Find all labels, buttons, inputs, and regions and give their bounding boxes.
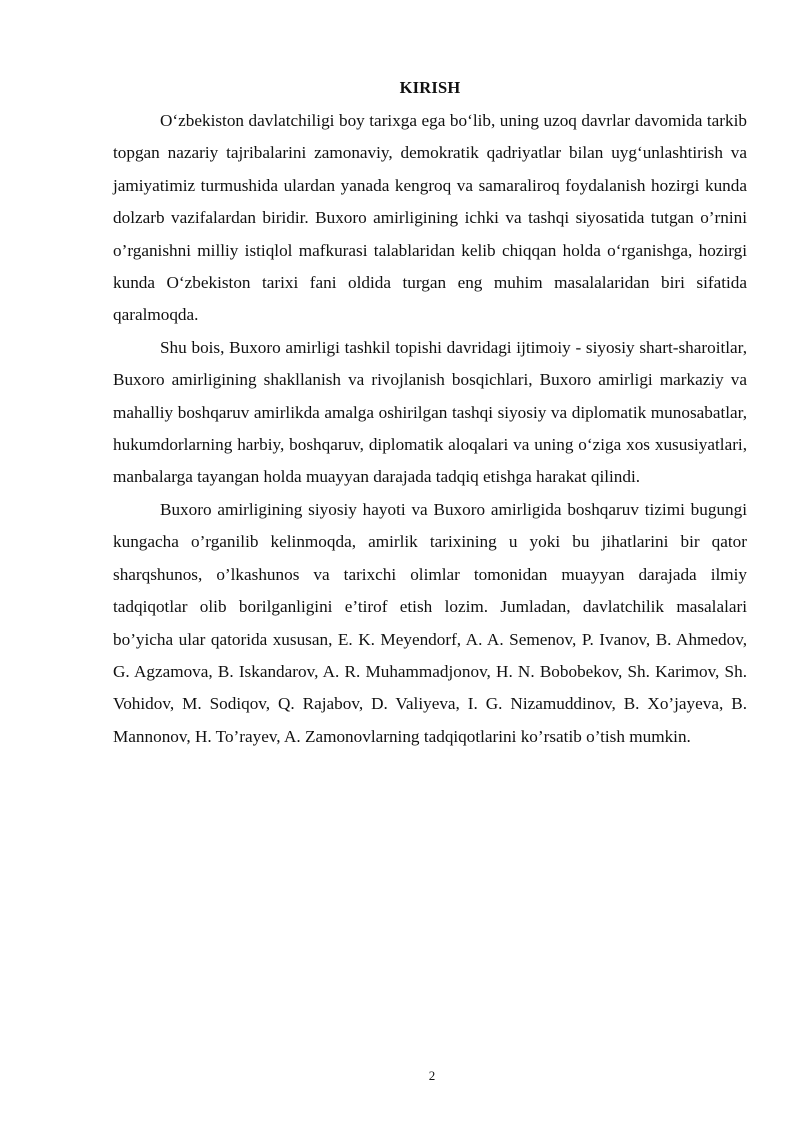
page-number: 2	[428, 1068, 436, 1083]
paragraph-3: Buxoro amirligining siyosiy hayoti va Buxoro amirligida boshqaruv tizimi bugungi kungacha o’rganilib kelinmoqda, amirlik tarixining u yoki bu jihatlarini bir qator sharqshunos, o’lkashunos va tarixchi olimlar tomonidan muayyan darajada ilmiy tadqiqotlar olib borilganligini e’tirof etish lozim. Jumladan, davlatchilik masalalari bo’yicha ular qatorida xususan, E. K. Meyendorf, A. A. Semenov, P. Ivanov, B. Ahmedov, G. Agzamova, B. Iskandarov, A. R. Muhammadjonov, H. N. Bobobekov, Sh. Karimov, Sh. Vohidov, M. Sodiqov, Q. Rajabov, D. Valiyeva, I. G. Nizamuddinov, B. Xo’jayeva, B. Mannonov, H. To’rayev, A. Zamonovlarning tadqiqotlarini ko’rsatib o’tish mumkin.	[113, 499, 747, 746]
paragraph-2: Shu bois, Buxoro amirligi tashkil topishi davridagi ijtimoiy - siyosiy shart-sharoitlar, Buxoro amirligining shakllanish va rivojlanish bosqichlari, Buxoro amirligi markaziy va mahalliy boshqaruv amirlikda amalga oshirilgan tashqi siyosiy va diplomatik munosabatlar, hukumdorlarning harbiy, boshqaruv, diplomatik aloqalari va uning o‘ziga xos xususiyatlari, manbalarga tayangan holda muayyan darajada tadqiq etishga harakat qilindi.	[113, 337, 747, 487]
body-text	[113, 105, 747, 753]
paragraph-1: O‘zbekiston davlatchiligi boy tarixga ega bo‘lib, uning uzoq davrlar davomida tarkib topgan nazariy tajribalarini zamonaviy, demokratik qadriyatlar bilan uyg‘unlashtirish va jamiyatimiz turmushida ulardan yanada kengroq va samaraliroq foydalanish hozirgi kunda dolzarb vazifalardan biridir. Buxoro amirligining ichki va tashqi siyosatida tutgan o’rnini o’rganishni milliy istiqlol mafkurasi talablaridan kelib chiqqan holda o‘rganishga, hozirgi kunda O‘zbekiston tarixi fani oldida turgan eng muhim masalalaridan biri sifatida qaralmoqda.	[113, 111, 747, 325]
section-heading: KIRISH	[399, 78, 461, 97]
